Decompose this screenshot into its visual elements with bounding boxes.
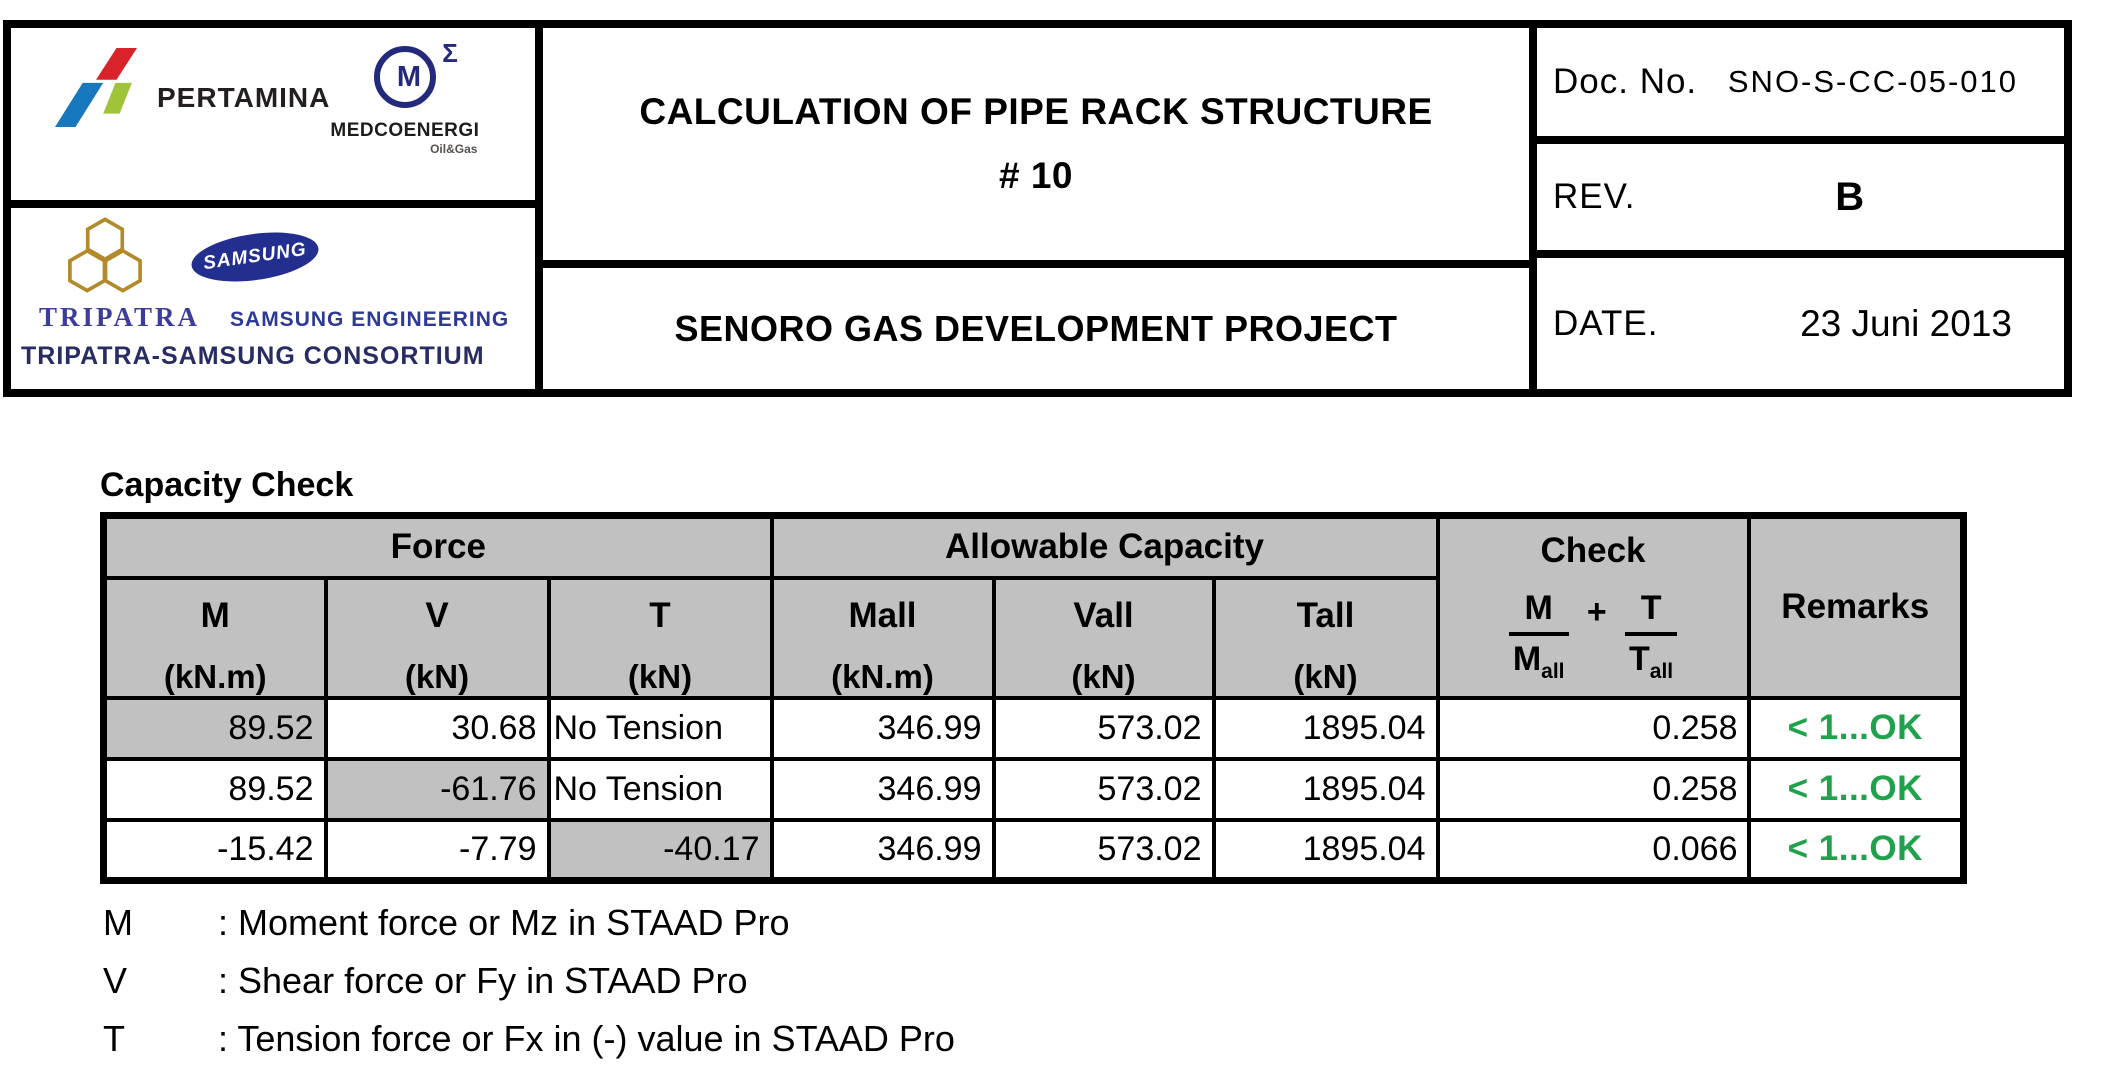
cell-v: 30.68 — [326, 698, 549, 759]
group-header-row — [104, 516, 1964, 578]
cell-mall: 346.99 — [772, 759, 994, 820]
medco-m-letter: M — [396, 60, 421, 93]
table-row — [104, 759, 1964, 820]
rev-label: REV. — [1553, 177, 1636, 216]
footnotes — [103, 902, 955, 1076]
check-label: Check — [1540, 531, 1646, 570]
plus-operator: + — [1586, 593, 1607, 631]
doc-no-label: Doc. No. — [1553, 62, 1698, 101]
cell-remarks: < 1...OK — [1749, 820, 1964, 881]
cell-mall: 346.99 — [772, 820, 994, 881]
capacity-check-table — [100, 512, 1967, 884]
force-group-header: Force — [104, 516, 772, 578]
medco-sigma-letter: Σ — [442, 38, 458, 68]
fraction-t-over-tall: $\frac{T}{T_{all}}$ — [1625, 589, 1678, 684]
medcoenergi-logo — [330, 38, 480, 200]
footnote-t — [103, 1018, 955, 1076]
fraction-m-over-mall: $\frac{M}{M_{all}}$ — [1509, 589, 1569, 684]
check-formula — [1440, 589, 1747, 684]
footnote-m — [103, 902, 955, 960]
table-row — [104, 820, 1964, 881]
col-header-tall: Tall (kN) — [1214, 578, 1438, 698]
rev-cell — [1537, 144, 2064, 258]
cell-vall: 573.02 — [994, 759, 1214, 820]
allowable-capacity-group-header: Allowable Capacity — [772, 516, 1438, 578]
cell-remarks: < 1...OK — [1749, 698, 1964, 759]
project-name: SENORO GAS DEVELOPMENT PROJECT — [674, 307, 1398, 349]
cell-mall: 346.99 — [772, 698, 994, 759]
footnote-symbol: M — [103, 902, 133, 943]
table-row — [104, 698, 1964, 759]
cell-tall: 1895.04 — [1214, 698, 1438, 759]
pertamina-wordmark: PERTAMINA — [157, 82, 331, 113]
cell-m: -15.42 — [104, 820, 326, 881]
document-header-table — [3, 20, 2072, 397]
remarks-column-header: Remarks — [1749, 516, 1964, 698]
document-title-cell — [543, 28, 1529, 268]
cell-tall: 1895.04 — [1214, 759, 1438, 820]
section-title: Capacity Check — [100, 466, 354, 504]
rev-value: B — [1835, 174, 1865, 219]
col-header-v: V (kN) — [326, 578, 549, 698]
footnote-definition: : Shear force or Fy in STAAD Pro — [218, 960, 748, 1001]
tripatra-wordmark: TRIPATRA — [39, 302, 201, 332]
col-header-m: M (kN.m) — [104, 578, 326, 698]
header-title-column — [543, 28, 1537, 389]
header-meta-column — [1537, 28, 2064, 389]
consortium-names — [39, 302, 535, 333]
doc-no-value: SNO-S-CC-05-010 — [1727, 64, 2018, 99]
project-name-cell — [543, 268, 1529, 389]
footnote-definition: : Tension force or Fx in (-) value in STAAD Pro — [218, 1018, 955, 1059]
cell-remarks: < 1...OK — [1749, 759, 1964, 820]
medcoenergi-circle-icon — [374, 38, 458, 108]
medcoenergi-wordmark: MEDCOENERGI — [330, 120, 480, 141]
document-title-line2: # 10 — [998, 155, 1073, 196]
footnote-definition: : Moment force or Mz in STAAD Pro — [218, 902, 790, 943]
samsung-oval-wordmark: SAMSUNG — [201, 238, 308, 275]
pertamina-logo — [55, 48, 330, 200]
tripatra-samsung-cell — [11, 208, 535, 389]
cell-t: -40.17 — [549, 820, 772, 881]
footnote-symbol: T — [103, 1018, 125, 1059]
date-value: 23 Juni 2013 — [1800, 302, 2012, 344]
cell-tall: 1895.04 — [1214, 820, 1438, 881]
pertamina-arrow-icon — [55, 48, 137, 128]
samsung-oval-icon — [188, 225, 321, 288]
document-title-line1: CALCULATION OF PIPE RACK STRUCTURE — [639, 91, 1433, 132]
header-logos-column — [11, 28, 543, 389]
date-cell — [1537, 258, 2064, 389]
cell-check: 0.066 — [1438, 820, 1749, 881]
footnote-symbol: V — [103, 960, 128, 1001]
doc-no-cell — [1537, 28, 2064, 144]
date-label: DATE. — [1553, 303, 1659, 343]
check-column-header — [1438, 516, 1749, 698]
col-header-vall: Vall (kN) — [994, 578, 1214, 698]
cell-m: 89.52 — [104, 698, 326, 759]
cell-check: 0.258 — [1438, 698, 1749, 759]
cell-t: No Tension — [549, 698, 772, 759]
tripatra-hexagons-icon — [61, 216, 149, 294]
cell-vall: 573.02 — [994, 820, 1214, 881]
consortium-logos — [61, 214, 535, 298]
cell-t: No Tension — [549, 759, 772, 820]
col-header-t: T (kN) — [549, 578, 772, 698]
cell-v: -7.79 — [326, 820, 549, 881]
col-header-mall: Mall (kN.m) — [772, 578, 994, 698]
samsung-engineering-wordmark: SAMSUNG ENGINEERING — [230, 308, 510, 331]
cell-check: 0.258 — [1438, 759, 1749, 820]
medcoenergi-tagline: Oil&Gas — [430, 142, 478, 156]
cell-vall: 573.02 — [994, 698, 1214, 759]
cell-v: -61.76 — [326, 759, 549, 820]
cell-m: 89.52 — [104, 759, 326, 820]
consortium-label: TRIPATRA-SAMSUNG CONSORTIUM — [21, 342, 485, 370]
footnote-v — [103, 960, 955, 1018]
pertamina-medco-cell — [11, 28, 535, 208]
